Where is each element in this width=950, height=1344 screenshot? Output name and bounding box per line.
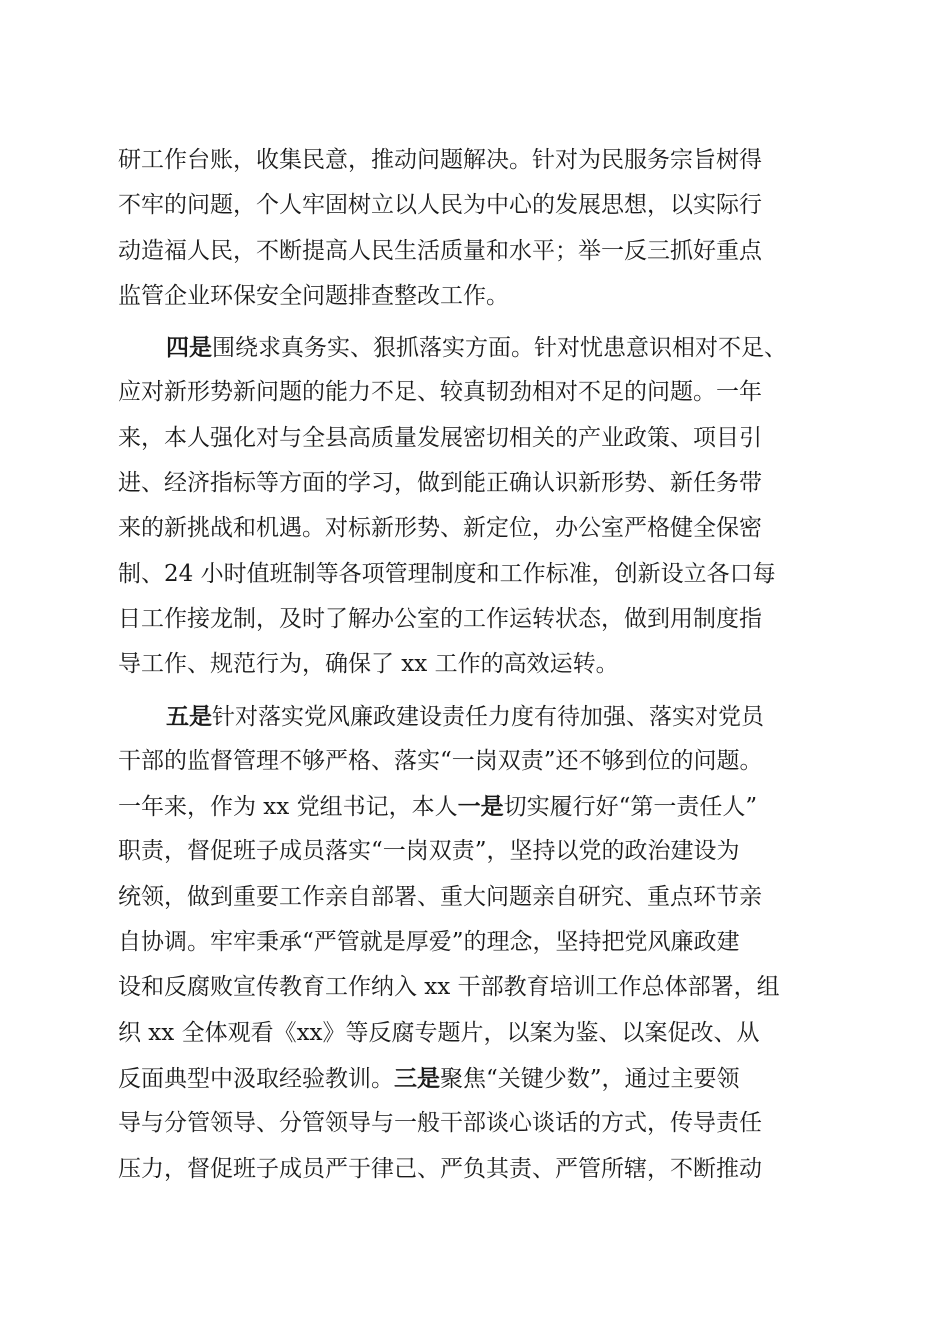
text-segment: 不牢的问题，个人牢固树立以人民为中心的发展思想，以实际行 bbox=[118, 192, 762, 219]
text-line bbox=[118, 461, 834, 506]
text-segment: 日工作接龙制，及时了解办公室的工作运转状态，做到用制度指 bbox=[118, 605, 762, 632]
text-segment: 反面典型中汲取经验教训。 bbox=[118, 1065, 394, 1092]
text-segment: 自协调。牢牢秉承“严管就是厚爱”的理念，坚持把党风廉政建 bbox=[118, 929, 740, 956]
text-segment: 切实履行好“第一责任人” bbox=[503, 794, 758, 821]
text-segment: 一年来，作为 xx 党组书记，本人 bbox=[118, 794, 458, 821]
text-line bbox=[118, 1147, 834, 1192]
text-segment: 动造福人民，不断提高人民生活质量和水平；举一反三抓好重点 bbox=[118, 237, 762, 264]
bold-text-segment: 三是 bbox=[394, 1064, 440, 1092]
text-segment: 干部的监督管理不够严格、落实“一岗双责”还不够到位的问题。 bbox=[118, 747, 763, 774]
text-line bbox=[118, 552, 834, 597]
text-line bbox=[118, 694, 834, 739]
text-segment: 导与分管领导、分管领导与一般干部谈心谈话的方式，传导责任 bbox=[118, 1110, 762, 1137]
text-line bbox=[118, 229, 834, 274]
text-segment: 进、经济指标等方面的学习，做到能正确认识新形势、新任务带 bbox=[118, 470, 762, 497]
text-segment: 来，本人强化对与全县高质量发展密切相关的产业政策、项目引 bbox=[118, 424, 762, 451]
text-line bbox=[118, 1101, 834, 1146]
text-line bbox=[118, 370, 834, 415]
paragraph bbox=[118, 325, 834, 687]
text-line bbox=[118, 325, 834, 370]
text-line bbox=[118, 829, 834, 874]
text-line bbox=[118, 138, 834, 183]
text-segment: 设和反腐败宣传教育工作纳入 xx 干部教育培训工作总体部署，组 bbox=[118, 974, 780, 1001]
text-line bbox=[118, 739, 834, 784]
text-segment: 织 xx 全体观看《xx》等反腐专题片，以案为鉴、以案促改、从 bbox=[118, 1019, 760, 1046]
paragraph bbox=[118, 694, 834, 1192]
text-segment: 导工作、规范行为，确保了 xx 工作的高效运转。 bbox=[118, 651, 619, 678]
text-segment: 应对新形势新问题的能力不足、较真韧劲相对不足的问题。一年 bbox=[118, 379, 762, 406]
document-body bbox=[118, 138, 834, 1192]
text-segment: 压力，督促班子成员严于律己、严负其责、严管所辖，不断推动 bbox=[118, 1155, 762, 1182]
text-segment: 研工作台账，收集民意，推动问题解决。针对为民服务宗旨树得 bbox=[118, 147, 762, 173]
paragraph bbox=[118, 138, 834, 319]
text-line bbox=[118, 1056, 834, 1101]
text-segment: 职责，督促班子成员落实“一岗双责”，坚持以党的政治建设为 bbox=[118, 838, 740, 865]
text-segment: 统领，做到重要工作亲自部署、重大问题亲自研究、重点环节亲 bbox=[118, 883, 762, 910]
text-line bbox=[118, 965, 834, 1010]
text-line bbox=[118, 642, 834, 687]
text-segment: 制、24 小时值班制等各项管理制度和工作标准，创新设立各口每 bbox=[118, 560, 776, 587]
text-segment: 来的新挑战和机遇。对标新形势、新定位，办公室严格健全保密 bbox=[118, 515, 762, 542]
text-segment: 监管企业环保安全问题排查整改工作。 bbox=[118, 282, 509, 309]
text-line bbox=[118, 875, 834, 920]
bold-text-segment: 一是 bbox=[457, 793, 504, 821]
text-line bbox=[118, 784, 834, 829]
bold-text-segment: 五是 bbox=[166, 702, 212, 730]
text-segment: 针对落实党风廉政建设责任力度有待加强、落实对党员 bbox=[212, 703, 764, 730]
text-line bbox=[118, 416, 834, 461]
bold-text-segment: 四是 bbox=[166, 334, 212, 362]
text-line bbox=[118, 920, 834, 965]
text-line bbox=[118, 506, 834, 551]
text-segment: 围绕求真务实、狠抓落实方面。针对忧患意识相对不足、 bbox=[212, 335, 787, 362]
text-line bbox=[118, 183, 834, 228]
text-line bbox=[118, 1011, 834, 1056]
text-segment: 聚焦“关键少数”，通过主要领 bbox=[440, 1065, 740, 1092]
text-line bbox=[118, 274, 834, 319]
text-line bbox=[118, 597, 834, 642]
